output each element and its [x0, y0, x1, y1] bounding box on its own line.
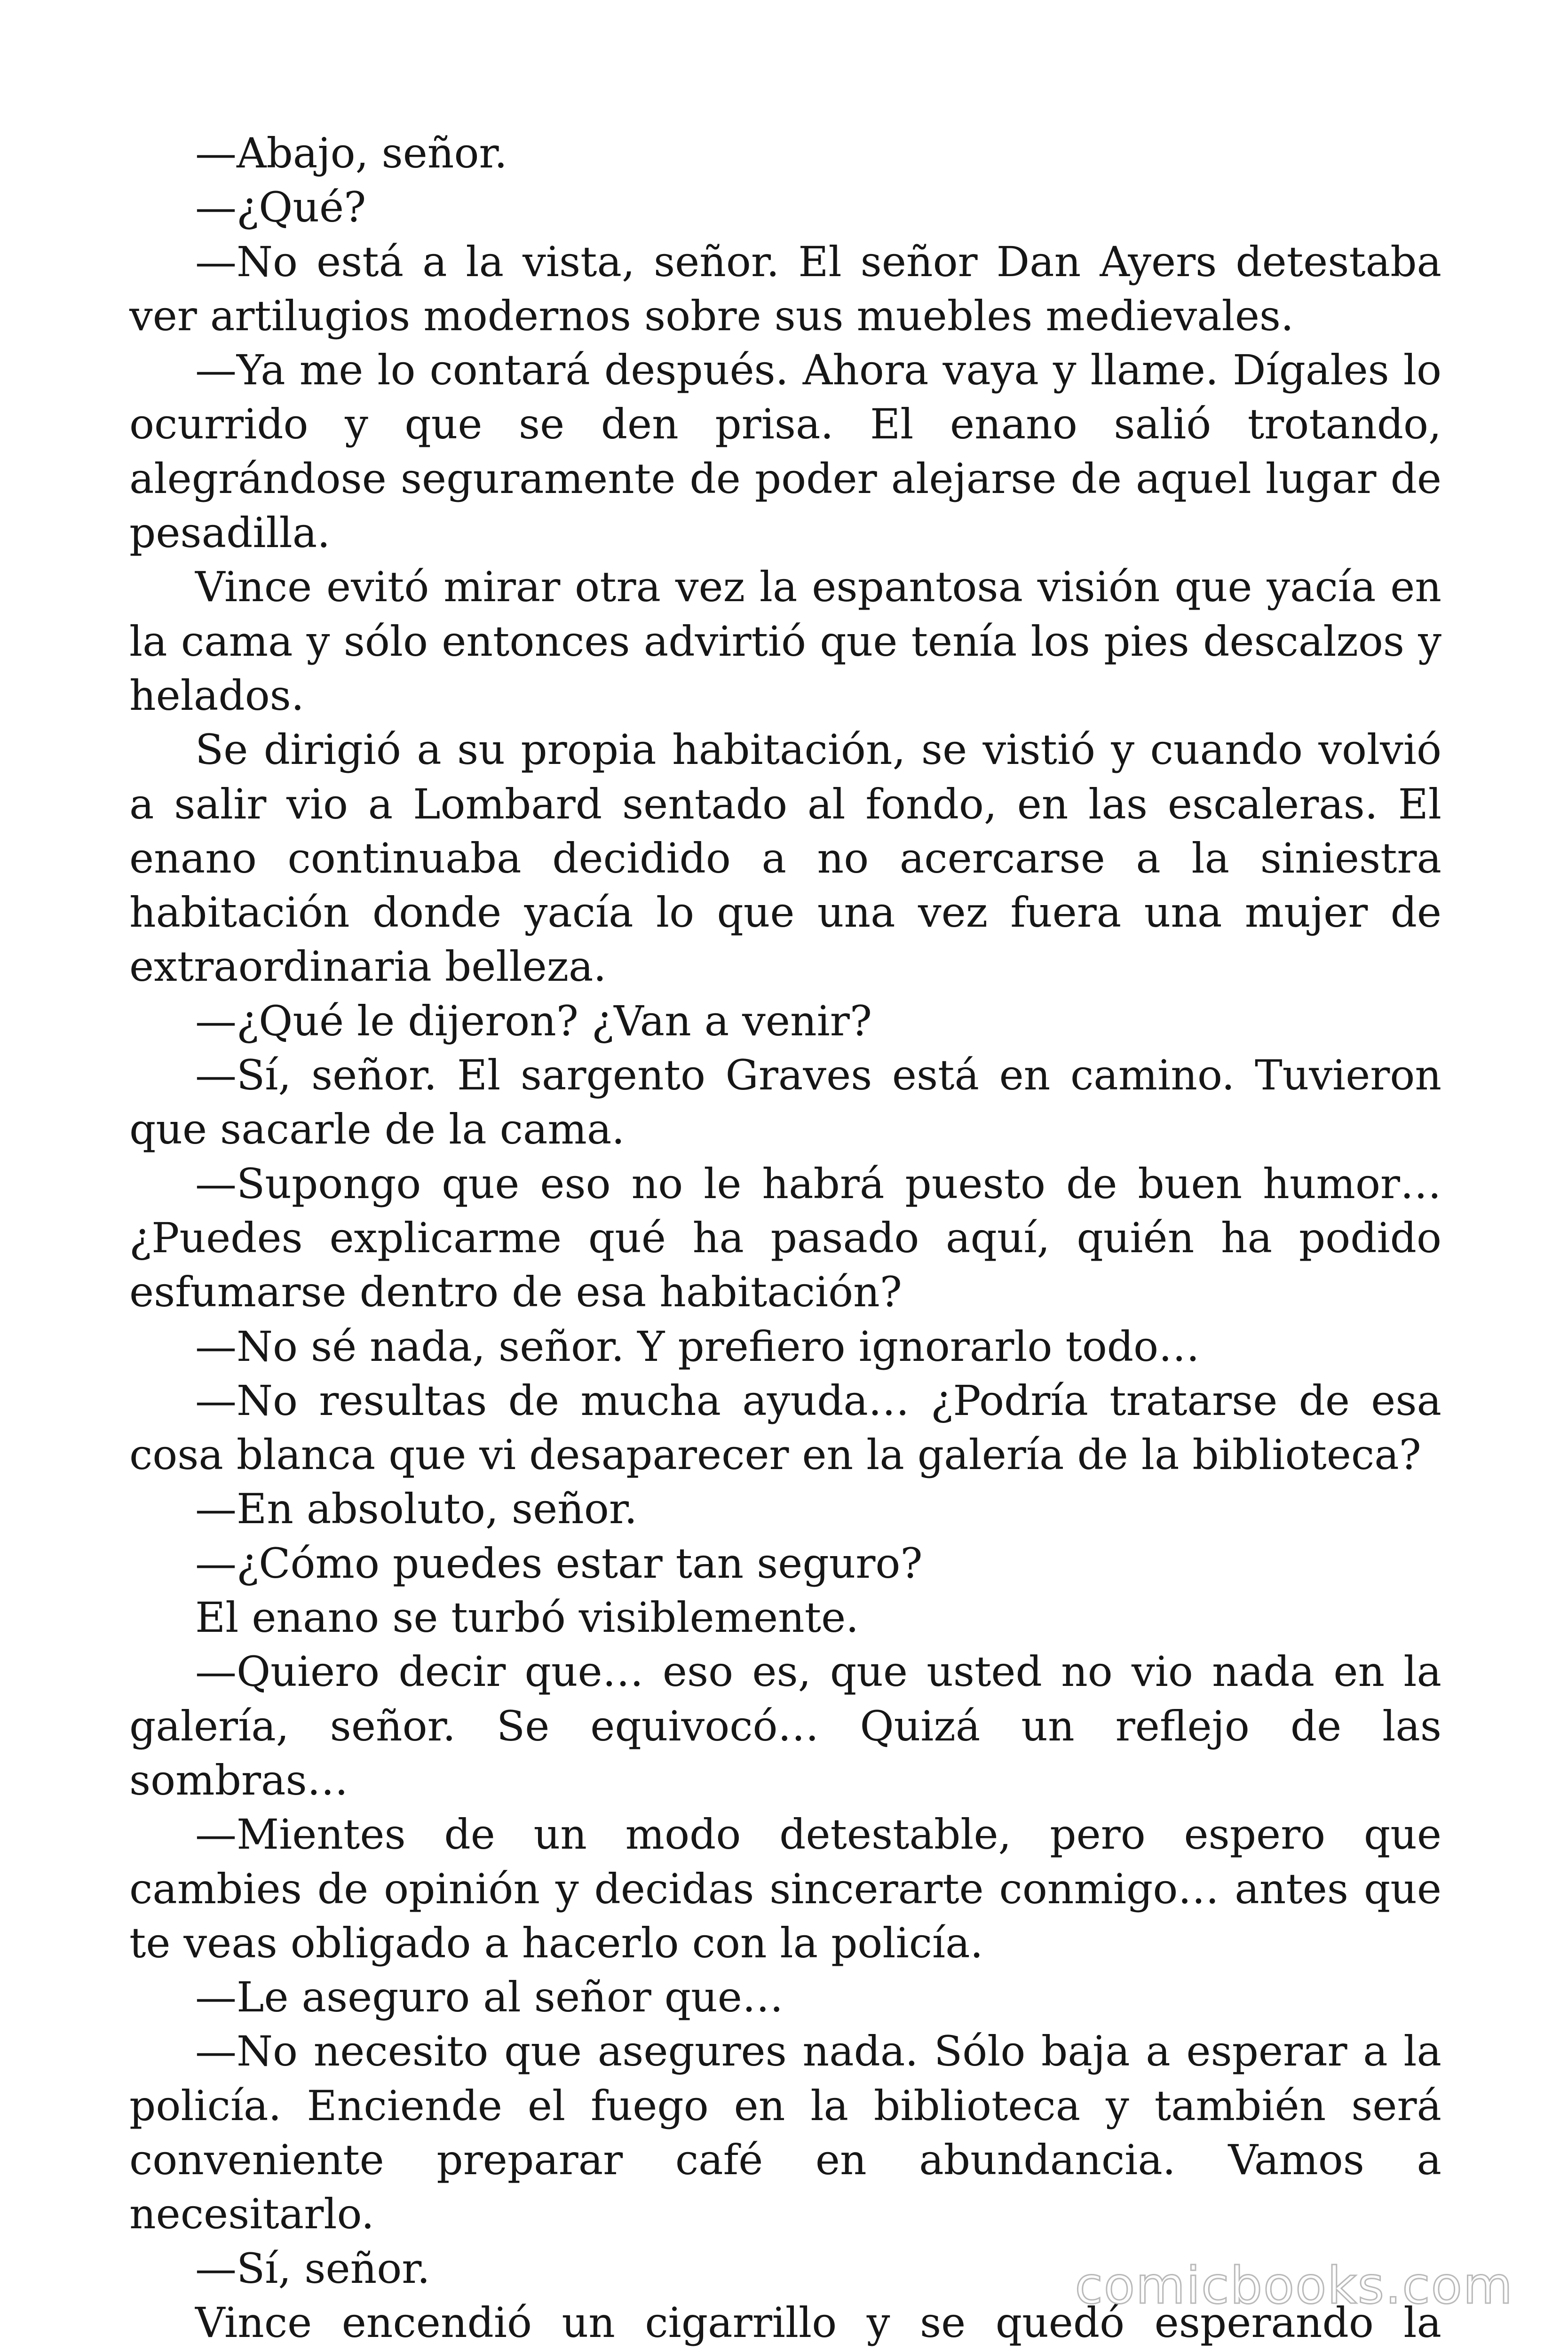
paragraph: —Ya me lo contará después. Ahora vaya y llame. Dígales lo ocurrido y que se den prisa. El enano salió trotando, alegrándose seguramente de poder alejarse de aquel lugar de pesadilla. [129, 346, 1441, 557]
paragraph: —No está a la vista, señor. El señor Dan Ayers detestaba ver artilugios modernos sobre sus muebles medievales. [129, 237, 1441, 340]
paragraph: —Le aseguro al señor que… [195, 1973, 784, 2022]
paragraph: —Sí, señor. El sargento Graves está en camino. Tuvieron que sacarle de la cama. [129, 1051, 1441, 1154]
paragraph: —No necesito que asegures nada. Sólo baja a esperar a la policía. Enciende el fuego en la biblioteca y también será conveniente preparar café en abundancia. Vamos a necesitarlo. [129, 2027, 1441, 2239]
watermark: comicbooks.com [1075, 2257, 1513, 2315]
paragraph: Vince evitó mirar otra vez la espantosa visión que yacía en la cama y sólo entonces advirtió que tenía los pies descalzos y helados. [129, 563, 1441, 720]
paragraph: El enano se turbó visiblemente. [195, 1593, 859, 1642]
paragraph: —Sí, señor. [195, 2244, 430, 2293]
paragraph: Se dirigió a su propia habitación, se vistió y cuando volvió a salir vio a Lombard sentado al fondo, en las escaleras. El enano continuaba decidido a no acercarse a la siniestra habitación donde yacía lo que una vez fuera una mujer de extraordinaria belleza. [129, 725, 1441, 991]
page-text [129, 126, 1441, 2352]
paragraph: —¿Qué le dijeron? ¿Van a venir? [195, 996, 872, 1045]
paragraph: —Supongo que eso no le habrá puesto de buen humor… ¿Puedes explicarme qué ha pasado aquí, quién ha podido esfumarse dentro de esa habitación? [129, 1159, 1441, 1317]
paragraph: —Mientes de un modo detestable, pero espero que cambies de opinión y decidas sincerarte conmigo… antes que te veas obligado a hacerlo con la policía. [129, 1810, 1441, 1967]
paragraph: —¿Qué? [195, 183, 366, 232]
paragraph: Vince encendió un cigarrillo y se quedó esperando la [195, 2298, 1441, 2347]
paragraph: —No sé nada, señor. Y prefiero ignorarlo todo… [195, 1322, 1200, 1371]
paragraph: —Quiero decir que… eso es, que usted no vio nada en la galería, señor. Se equivocó… Quizá un reflejo de las sombras… [129, 1647, 1441, 1804]
paragraph: —Abajo, señor. [195, 129, 507, 177]
paragraph: —¿Cómo puedes estar tan seguro? [195, 1539, 923, 1588]
paragraph: —No resultas de mucha ayuda… ¿Podría tratarse de esa cosa blanca que vi desaparecer en la galería de la biblioteca? [129, 1376, 1441, 1479]
paragraph: —En absoluto, señor. [195, 1485, 638, 1534]
